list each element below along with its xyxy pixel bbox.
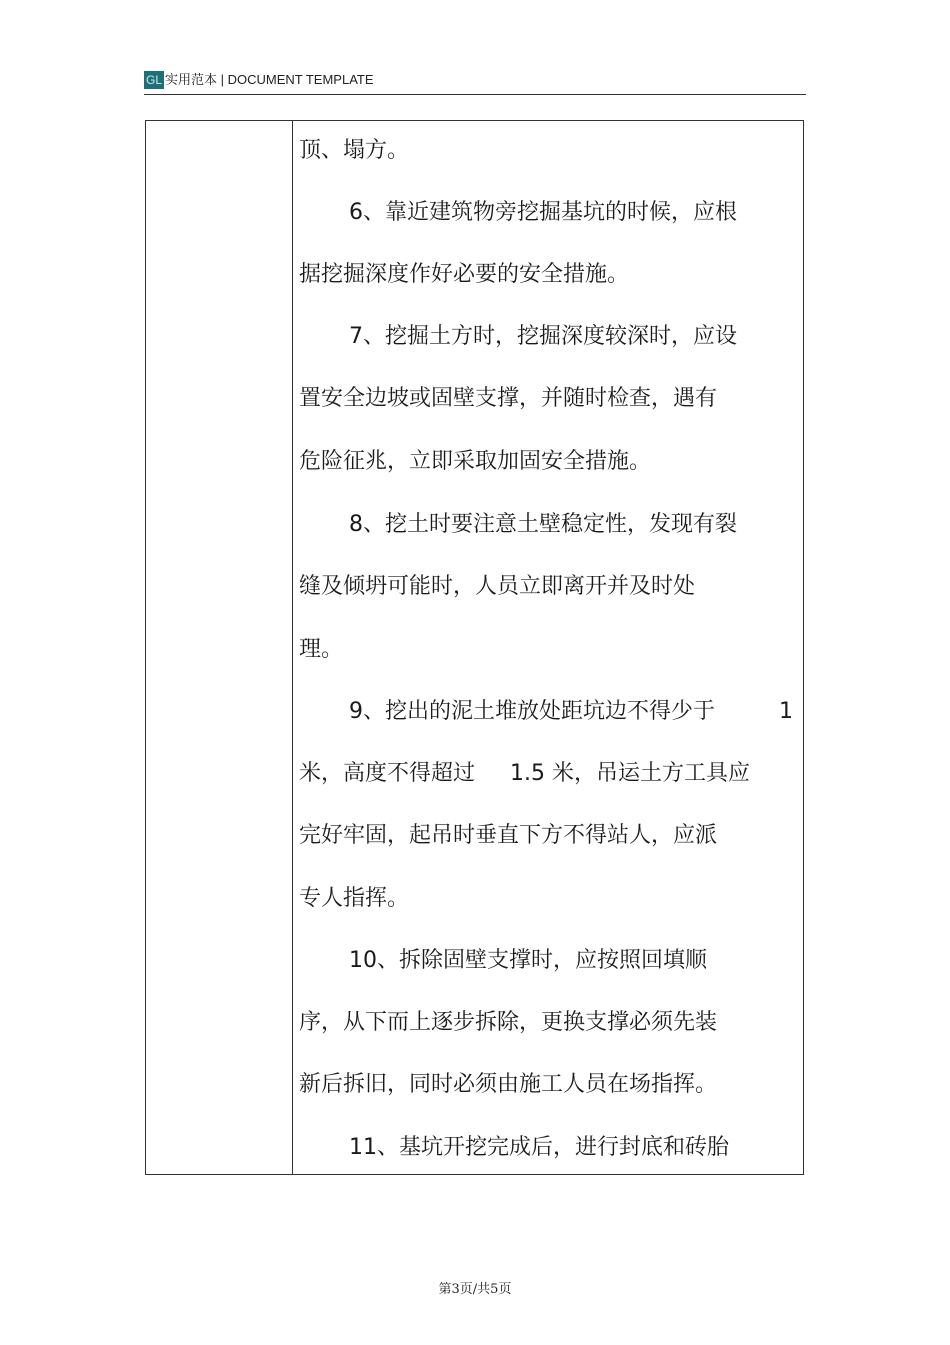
text-line: 专人指挥。 <box>299 886 410 911</box>
text-line: 6、靠近建筑物旁挖掘基坑的时候，应根 <box>349 200 737 225</box>
text-line: 10、拆除固壁支撑时，应按照回填顺 <box>349 948 707 973</box>
header-title: 实用范本 | DOCUMENT TEMPLATE <box>165 72 374 87</box>
text-line: 9、挖出的泥土堆放处距坑边不得少于 <box>349 699 715 724</box>
text-line: 据挖掘深度作好必要的安全措施。 <box>299 262 630 287</box>
text-line: 1.5 米，吊运土方工具应 <box>510 761 750 786</box>
text-line: 顶、塌方。 <box>299 138 410 163</box>
column-divider <box>292 121 293 1174</box>
page-footer: 第3页/共5页 <box>438 1282 512 1297</box>
text-line: 新后拆旧，同时必须由施工人员在场指挥。 <box>299 1072 718 1097</box>
text-line: 完好牢固，起吊时垂直下方不得站人，应派 <box>299 823 718 848</box>
text-line: 理。 <box>299 637 344 662</box>
text-line: 米，高度不得超过 <box>299 761 476 786</box>
text-line-number: 1 <box>779 699 793 724</box>
left-column-cell <box>146 121 292 1174</box>
text-line: 置安全边坡或固壁支撑，并随时检查，遇有 <box>299 386 718 411</box>
text-line: 7、挖掘土方时，挖掘深度较深时，应设 <box>349 324 737 349</box>
text-line: 11、基坑开挖完成后，进行封底和砖胎 <box>349 1135 729 1160</box>
text-line: 危险征兆，立即采取加固安全措施。 <box>299 449 652 474</box>
text-line: 缝及倾坍可能时，人员立即离开并及时处 <box>299 574 696 599</box>
text-line: 8、挖土时要注意土壁稳定性，发现有裂 <box>349 512 737 537</box>
page-header <box>144 70 806 95</box>
text-line: 序，从下而上逐步拆除，更换支撑必须先装 <box>299 1010 718 1035</box>
logo-badge: GL <box>145 73 162 87</box>
